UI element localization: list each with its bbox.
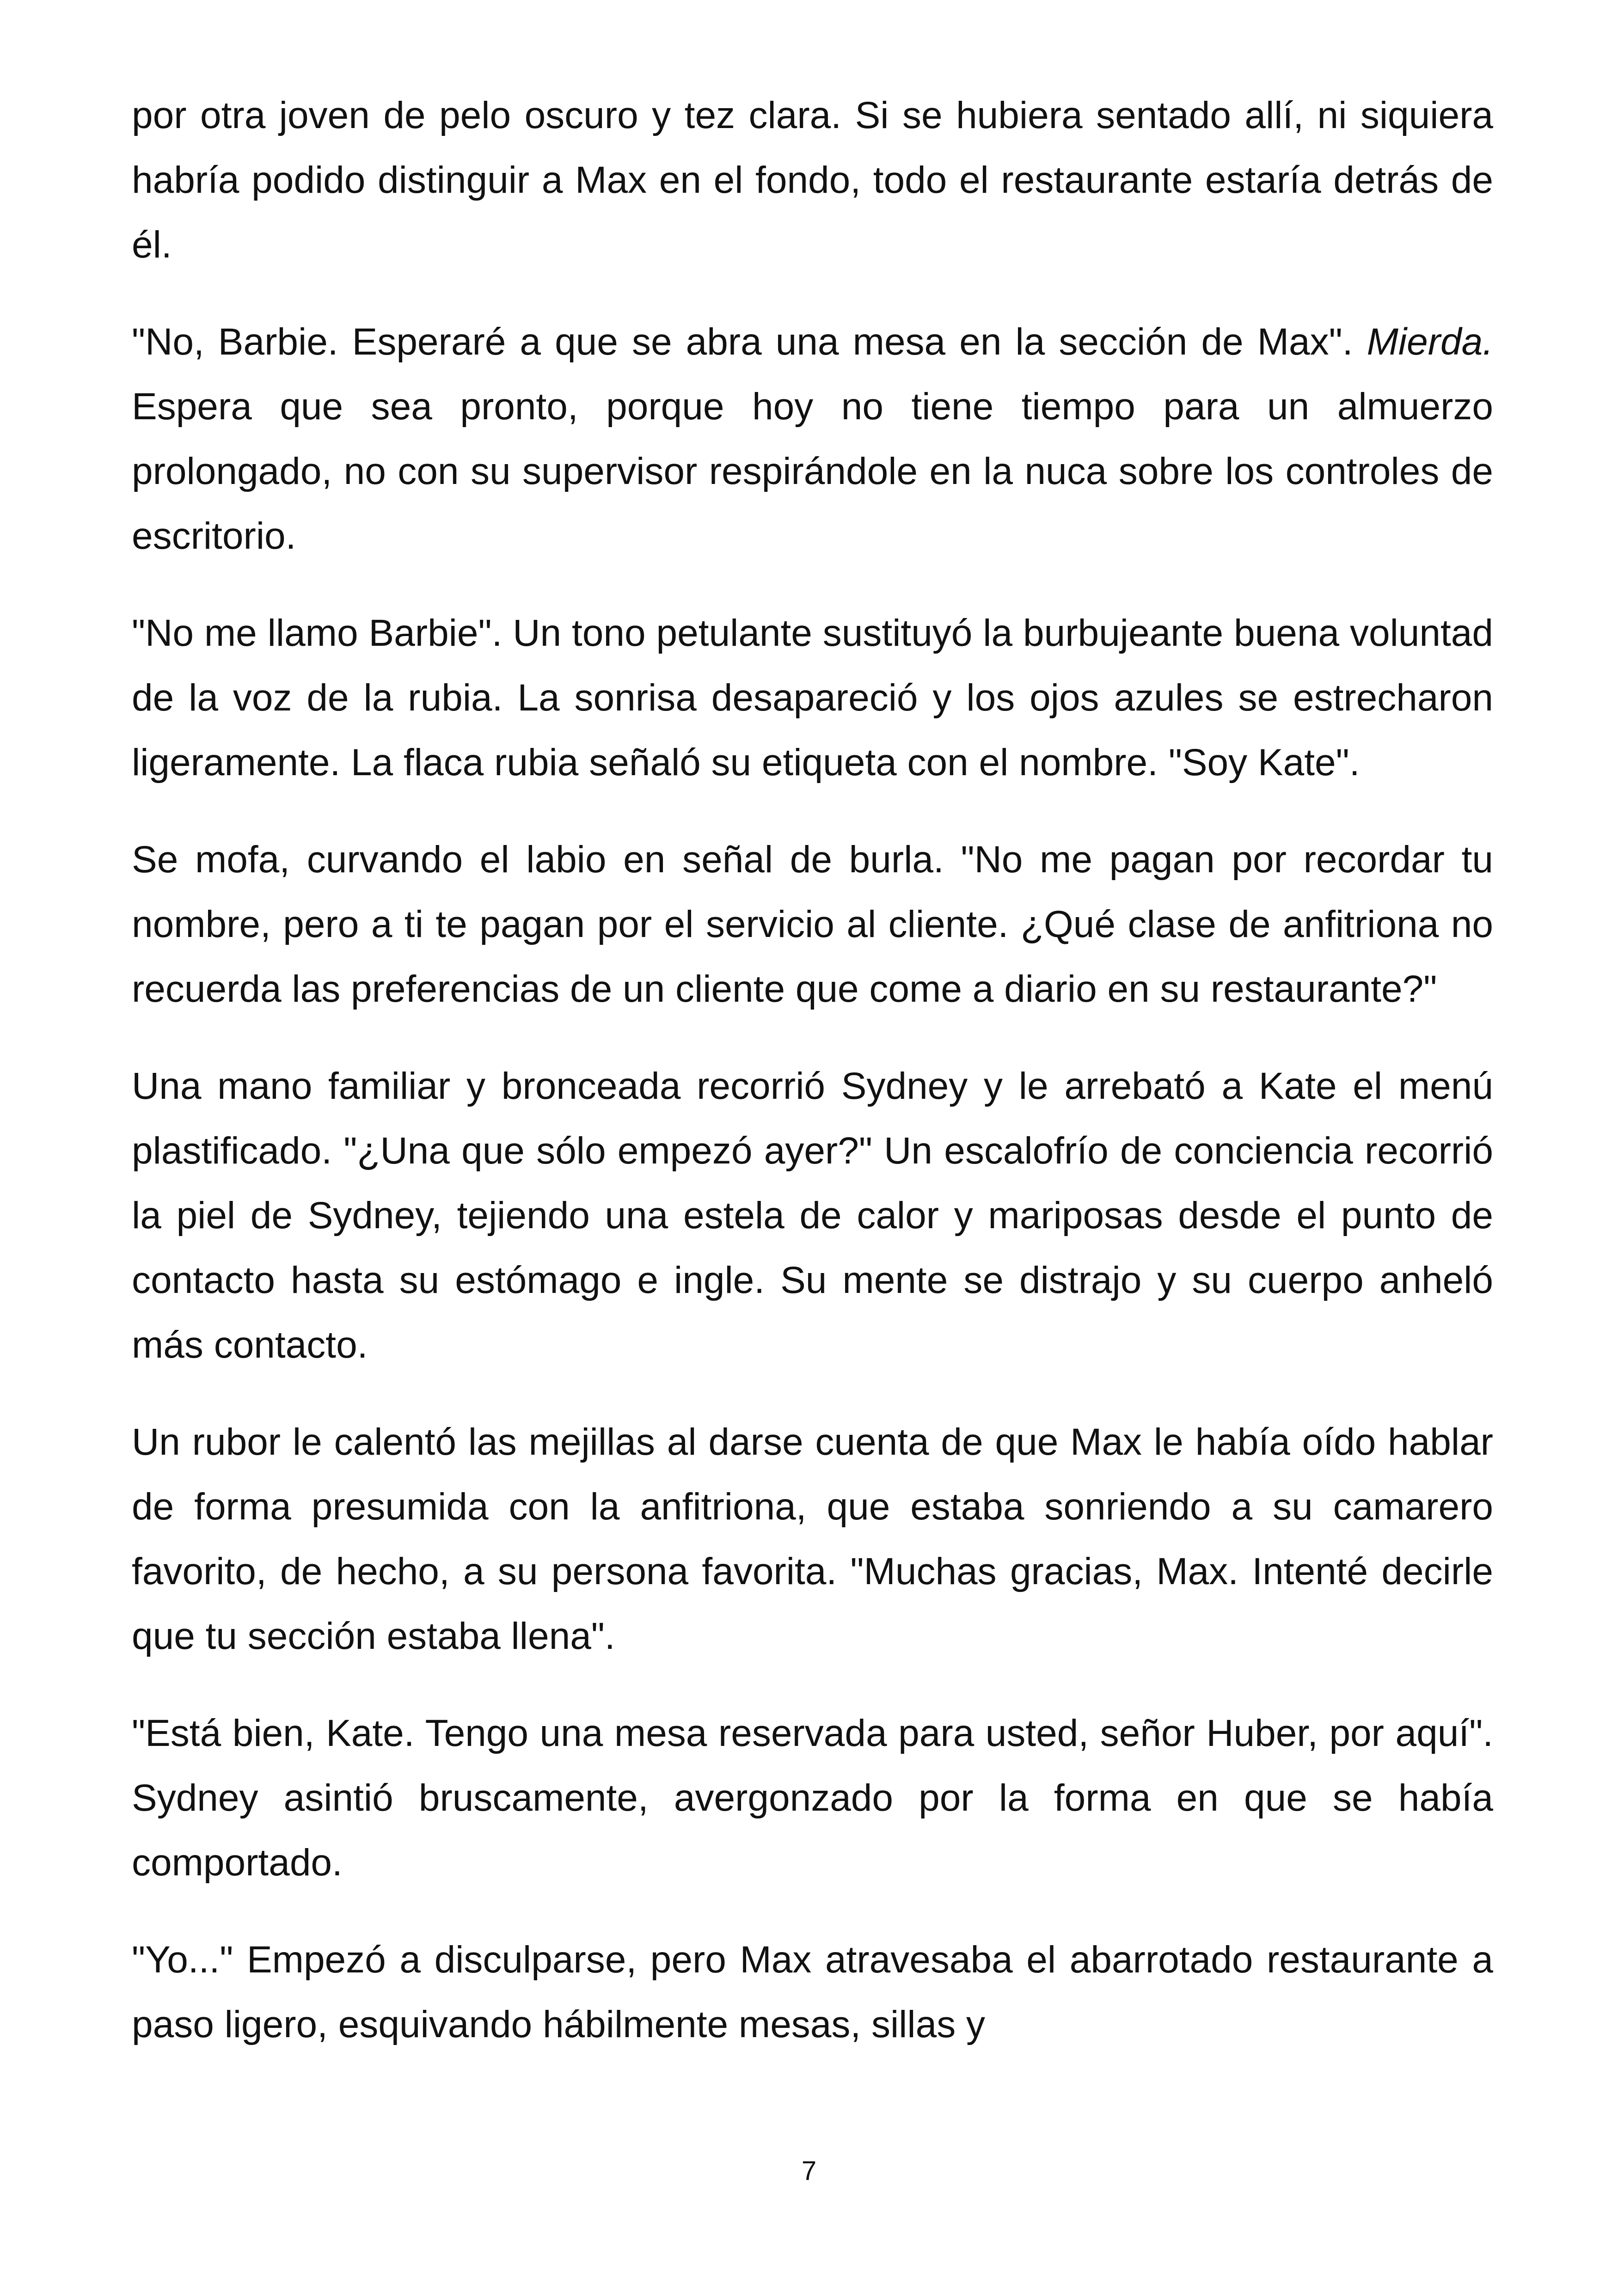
paragraph: "Está bien, Kate. Tengo una mesa reservada para usted, señor Huber, por aquí". Sydney asintió bruscamente, avergonzado por la forma en que se había comportado.	[132, 1712, 1493, 1884]
paragraph-text: Espera que sea pronto, porque hoy no tiene tiempo para un almuerzo prolongado, no con su supervisor respirándole en la nuca sobre los controles de escritorio.	[132, 386, 1493, 557]
paragraph: por otra joven de pelo oscuro y tez clara. Si se hubiera sentado allí, ni siquiera habría podido distinguir a Max en el fondo, todo el restaurante estaría detrás de él.	[132, 94, 1493, 266]
paragraph	[132, 310, 1493, 569]
body-text	[132, 83, 1493, 2057]
paragraph: Una mano familiar y bronceada recorrió Sydney y le arrebató a Kate el menú plastificado. "¿Una que sólo empezó ayer?" Un escalofrío de conciencia recorrió la piel de Sydney, tejiendo una estela de calor y mariposas desde el punto de contacto hasta su estómago e ingle. Su mente se distrajo y su cuerpo anheló más contacto.	[132, 1065, 1493, 1366]
paragraph: "Yo..." Empezó a disculparse, pero Max atravesaba el abarrotado restaurante a paso ligero, esquivando hábilmente mesas, sillas y	[132, 1939, 1493, 2045]
paragraph: Un rubor le calentó las mejillas al darse cuenta de que Max le había oído hablar de forma presumida con la anfitriona, que estaba sonriendo a su camarero favorito, de hecho, a su persona favorita. "Muchas gracias, Max. Intenté decirle que tu sección estaba llena".	[132, 1421, 1493, 1657]
italic-word: Mierda.	[1367, 321, 1493, 363]
page-number: 7	[801, 2156, 817, 2186]
paragraph-text: "No, Barbie. Esperaré a que se abra una mesa en la sección de Max".	[132, 321, 1367, 363]
paragraph: Se mofa, curvando el labio en señal de burla. "No me pagan por recordar tu nombre, pero a ti te pagan por el servicio al cliente. ¿Qué clase de anfitriona no recuerda las preferencias de un cliente que come a diario en su restaurante?"	[132, 839, 1493, 1010]
paragraph: "No me llamo Barbie". Un tono petulante sustituyó la burbujeante buena voluntad de la voz de la rubia. La sonrisa desapareció y los ojos azules se estrecharon ligeramente. La flaca rubia señaló su etiqueta con el nombre. "Soy Kate".	[132, 612, 1493, 784]
